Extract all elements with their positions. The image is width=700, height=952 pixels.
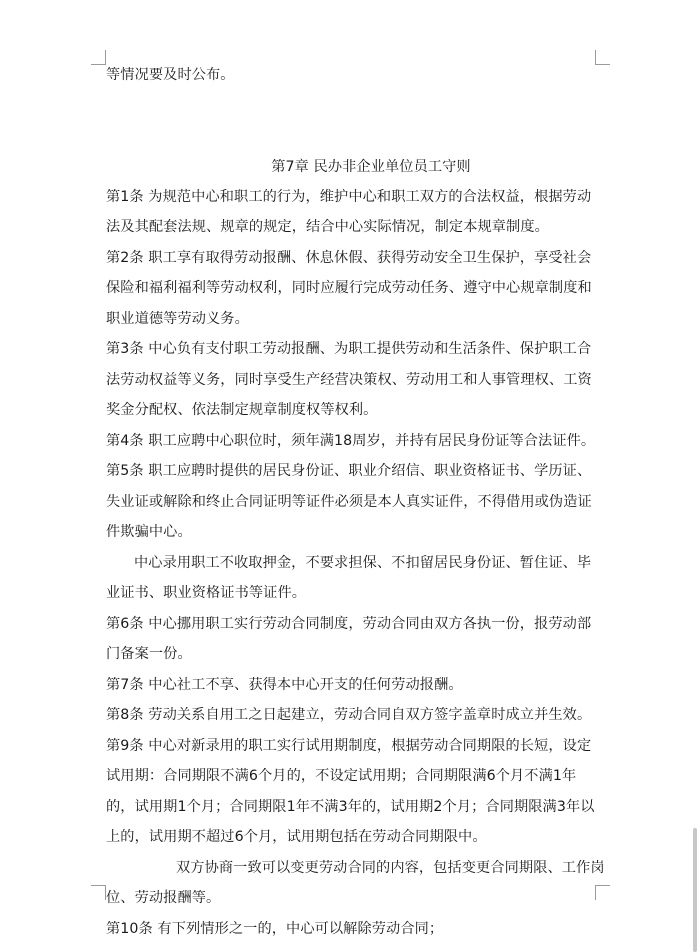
- vertical-scrollbar[interactable]: [693, 828, 697, 952]
- text-line: 第7条 中心社工不享、获得本中心开支的任何劳动报酬。: [106, 676, 463, 693]
- text-line: 上的，试用期不超过6个月，试用期包括在劳动合同期限中。: [106, 829, 487, 845]
- text-line: 第10条 有下列情形之一的，中心可以解除劳动合同；: [106, 920, 444, 937]
- text-line: 第2条 职工享有取得劳动报酬、休息休假、获得劳动安全卫生保护，享受社会: [106, 249, 592, 266]
- text-line: 门备案一份。: [106, 646, 192, 662]
- page-corner-mark-top-right: [595, 50, 610, 65]
- text-line: 业证书、职业资格证书等证件。: [106, 585, 307, 601]
- text-line: 职业道德等劳动义务。: [106, 310, 249, 327]
- text-line: 位、劳动报酬等。: [106, 890, 221, 906]
- text-line: 试用期：合同期限不满6个月的，不设定试用期；合同期限满6个月不满1年: [106, 768, 577, 784]
- text-line: 第1条 为规范中心和职工的行为，维护中心和职工双方的合法权益，根据劳动: [106, 188, 592, 205]
- text-line: 第6条 中心挪用职工实行劳动合同制度，劳动合同由双方各执一份，报劳动部: [106, 615, 592, 632]
- text-line: 中心录用职工不收取押金，不要求担保、不扣留居民身份证、暂住证、毕: [134, 554, 592, 571]
- text-line: 法及其配套法规、规章的规定，结合中心实际情况，制定本规章制度。: [106, 219, 549, 235]
- chapter-title: 第7章 民办非企业单位员工守则: [271, 158, 471, 175]
- text-line: 第4条 职工应聘中心职位时，须年满18周岁，并持有居民身份证等合法证件。: [106, 432, 596, 449]
- blank-gap: [106, 91, 596, 152]
- text-line: 的，试用期1个月；合同期限1年不满3年的，试用期2个月；合同期限满3年以: [106, 798, 595, 815]
- document-page: [106, 60, 605, 944]
- text-line: 奖金分配权、依法制定规章制度权等权利。: [106, 402, 378, 418]
- text-line: 失业证或解除和终止合同证明等证件必须是本人真实证件，不得借用或伪造证: [106, 493, 592, 510]
- text-line: 第9条 中心对新录用的职工实行试用期制度，根据劳动合同期限的长短，设定: [106, 737, 592, 754]
- text-line: 法劳动权益等义务，同时享受生产经营决策权、劳动用工和人事管理权、工资: [106, 371, 592, 388]
- text-line: 第8条 劳动关系自用工之日起建立，劳动合同自双方签字盖章时成立并生效。: [106, 707, 592, 723]
- text-line: 保险和福利福利等劳动权利，同时应履行完成劳动任务、遵守中心规章制度和: [106, 280, 592, 296]
- text-line: 双方协商一致可以变更劳动合同的内容，包括变更合同期限、工作岗: [176, 859, 605, 876]
- page-corner-mark-bottom-left: [91, 885, 106, 900]
- text-line: 等情况要及时公布。: [106, 67, 235, 83]
- page-corner-mark-bottom-right: [595, 885, 610, 900]
- text-line: 第5条 职工应聘时提供的居民身份证、职业介绍信、职业资格证书、学历证、: [106, 463, 592, 479]
- text-line: 第3条 中心负有支付职工劳动报酬、为职工提供劳动和生活条件、保护职工合: [106, 341, 592, 357]
- page-corner-mark-top-left: [91, 50, 106, 65]
- text-line: 件欺骗中心。: [106, 524, 192, 540]
